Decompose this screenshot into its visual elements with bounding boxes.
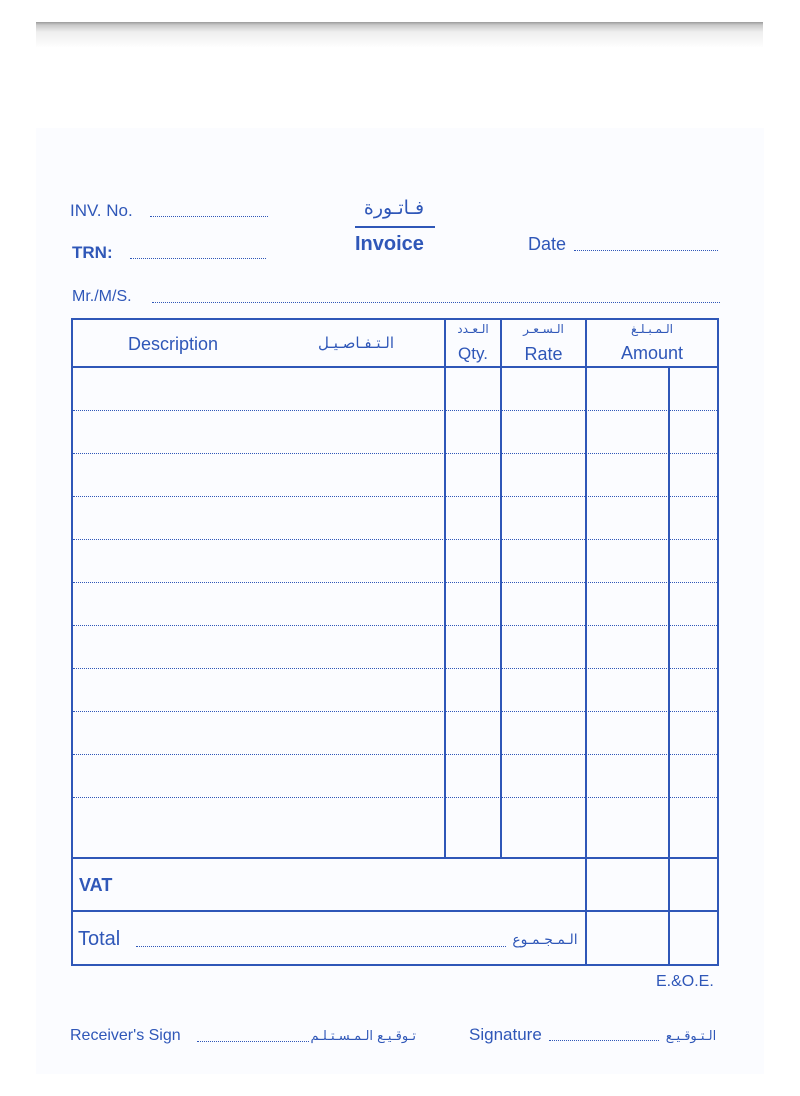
- trn-field[interactable]: [130, 258, 266, 259]
- receiver-sign-label: Receiver's Sign: [70, 1027, 181, 1044]
- row-line: [73, 410, 717, 411]
- date-label: Date: [528, 234, 567, 254]
- invoice-table: [71, 318, 719, 966]
- invoice-title-arabic: فـاتـورة: [363, 197, 425, 219]
- row-line: [73, 582, 717, 583]
- rate-column-divider: [500, 318, 502, 859]
- col-description: Description: [128, 334, 219, 354]
- row-line: [73, 496, 717, 497]
- vat-label: VAT: [79, 875, 113, 895]
- inv-no-label: INV. No.: [70, 201, 133, 220]
- vat-row-divider: [71, 857, 719, 859]
- col-amount: Amount: [620, 343, 684, 363]
- row-line: [73, 754, 717, 755]
- row-line: [73, 797, 717, 798]
- signature-field[interactable]: [549, 1040, 659, 1041]
- total-label-arabic: الـمـجـمـوع: [512, 932, 578, 948]
- total-label: Total: [78, 928, 121, 950]
- amount-column-divider: [585, 318, 587, 966]
- receiver-sign-field[interactable]: [197, 1041, 309, 1042]
- total-words-field[interactable]: [136, 946, 506, 947]
- row-line: [73, 668, 717, 669]
- col-rate-arabic: الـسـعـر: [523, 322, 564, 336]
- trn-label: TRN:: [72, 243, 113, 262]
- eoe-note: E.&O.E.: [656, 973, 714, 990]
- top-sheet-edge: [36, 22, 763, 48]
- total-row-divider: [71, 910, 719, 912]
- inv-no-field[interactable]: [150, 216, 268, 217]
- title-underline: [355, 226, 435, 228]
- row-line: [73, 625, 717, 626]
- row-line: [73, 539, 717, 540]
- receiver-sign-arabic: تـوقـيـع الـمـسـتـلـم: [310, 1029, 416, 1044]
- signature-arabic: الـتـوقـيـع: [665, 1029, 717, 1044]
- col-description-arabic: الـتـفـاصـيـل: [317, 334, 395, 352]
- invoice-title: Invoice: [355, 233, 424, 255]
- col-amount-arabic: الـمـبـلـغ: [631, 322, 673, 336]
- col-rate: Rate: [524, 344, 563, 364]
- date-field[interactable]: [574, 250, 718, 251]
- col-qty-arabic: الـعـدد: [457, 322, 489, 336]
- customer-label: Mr./M/S.: [72, 288, 132, 305]
- customer-field[interactable]: [152, 302, 720, 303]
- row-line: [73, 453, 717, 454]
- signature-label: Signature: [469, 1025, 542, 1044]
- row-line: [73, 711, 717, 712]
- qty-column-divider: [444, 318, 446, 859]
- amount-fraction-divider: [668, 366, 670, 966]
- col-qty: Qty.: [458, 344, 488, 363]
- header-row-divider: [71, 366, 719, 368]
